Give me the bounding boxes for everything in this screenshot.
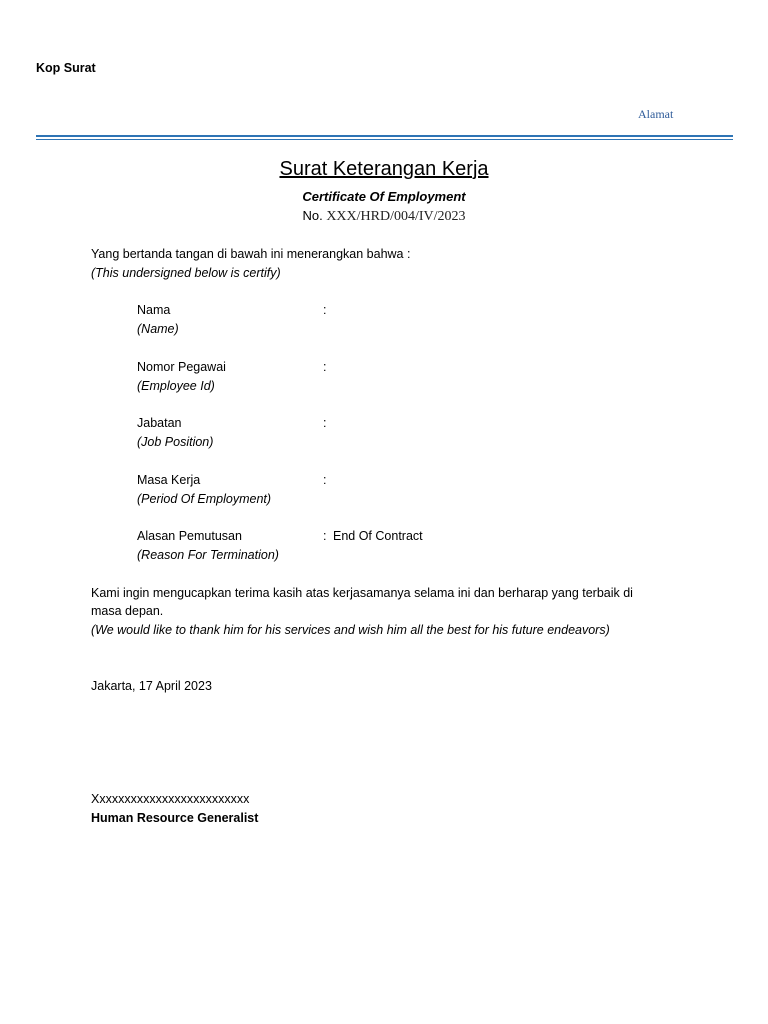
field-label-period: Masa Kerja [137,473,201,487]
field-translation-period: (Period Of Employment) [137,492,272,506]
signatory-name: Xxxxxxxxxxxxxxxxxxxxxxxxx [91,792,250,806]
field-colon-reason: : [323,529,327,543]
intro-line: Yang bertanda tangan di bawah ini menerangkan bahwa : [91,247,411,261]
document-number [0,208,768,225]
document-number-value: XXX/HRD/004/IV/2023 [326,209,466,224]
field-colon-period: : [323,473,327,487]
field-label-position: Jabatan [137,416,182,430]
intro-translation: (This undersigned below is certify) [91,266,281,280]
header-divider-thin [36,139,733,140]
field-colon-position: : [323,416,327,430]
document-title: Surat Keterangan Kerja [279,158,489,180]
place-date: Jakarta, 17 April 2023 [91,679,212,693]
field-translation-position: (Job Position) [137,435,214,449]
field-label-reason: Alasan Pemutusan [137,529,242,543]
document-number-prefix: No. [302,208,323,223]
field-translation-name: (Name) [137,322,179,336]
field-colon-name: : [323,303,327,317]
field-translation-reason: (Reason For Termination) [137,548,279,562]
closing-translation: (We would like to thank him for his services and wish him all the best for his future endeavors) [91,623,610,637]
letterhead-address: Alamat [638,107,674,121]
header-divider [36,135,733,137]
document-subtitle: Certificate Of Employment [302,189,466,204]
closing-line-2: masa depan. [91,604,164,618]
field-translation-employee-id: (Employee Id) [137,379,215,393]
field-label-employee-id: Nomor Pegawai [137,360,226,374]
field-colon-employee-id: : [323,360,327,374]
signatory-title: Human Resource Generalist [91,811,259,825]
field-label-name: Nama [137,303,171,317]
closing-line-1: Kami ingin mengucapkan terima kasih atas kerjasamanya selama ini dan berharap yang terbaik di [91,586,633,600]
letterhead-kop: Kop Surat [36,61,96,75]
field-value-reason: End Of Contract [333,529,423,543]
